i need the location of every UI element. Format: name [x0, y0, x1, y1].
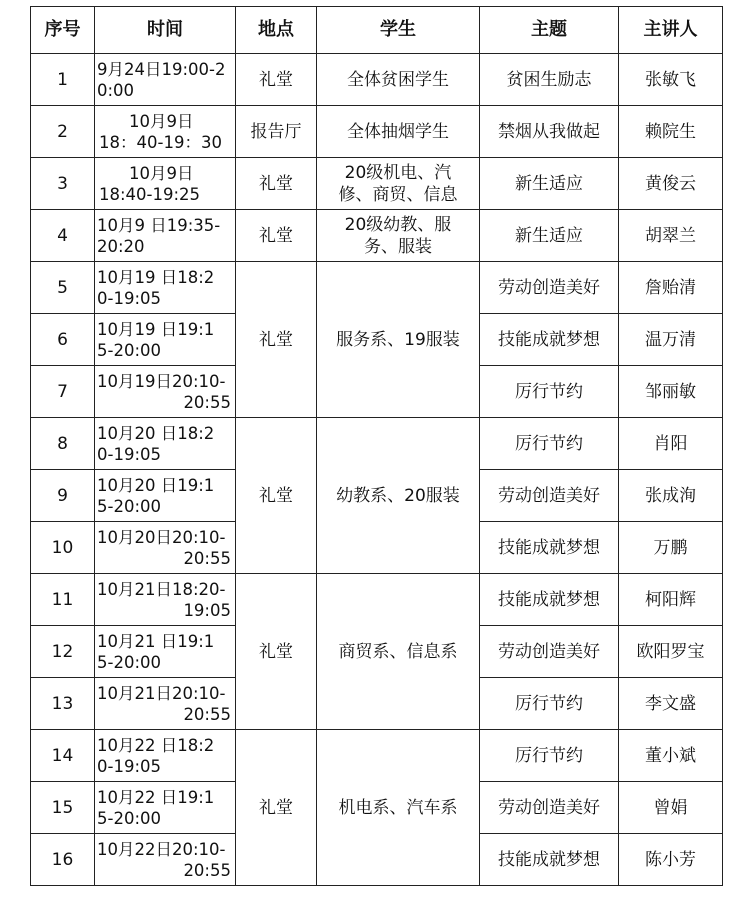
- cell-topic: 厉行节约: [480, 418, 619, 470]
- cell-place-group: 礼堂: [236, 418, 317, 574]
- cell-no: 12: [31, 626, 95, 678]
- cell-speaker: 曾娟: [619, 782, 723, 834]
- cell-speaker: 詹贻清: [619, 262, 723, 314]
- cell-students-group: 机电系、汽车系: [317, 730, 480, 886]
- cell-no: 2: [31, 106, 95, 158]
- cell-topic: 劳动创造美好: [480, 470, 619, 522]
- cell-time: 9月24日19:00-2 0:00: [95, 54, 236, 106]
- header-students: 学生: [317, 7, 480, 54]
- cell-no: 15: [31, 782, 95, 834]
- cell-students: 20级机电、汽 修、商贸、信息: [317, 158, 480, 210]
- table-row: [31, 210, 723, 262]
- cell-place: 礼堂: [236, 54, 317, 106]
- cell-speaker: 邹丽敏: [619, 366, 723, 418]
- cell-no: 11: [31, 574, 95, 626]
- cell-topic: 劳动创造美好: [480, 626, 619, 678]
- cell-place: 礼堂: [236, 158, 317, 210]
- table-row: [31, 730, 723, 782]
- cell-no: 1: [31, 54, 95, 106]
- cell-time: 10月9日 18：40-19：30: [95, 106, 236, 158]
- cell-speaker: 柯阳辉: [619, 574, 723, 626]
- table-row: [31, 574, 723, 626]
- cell-time: 10月21日18:20- 19:05: [95, 574, 236, 626]
- cell-topic: 技能成就梦想: [480, 314, 619, 366]
- header-place: 地点: [236, 7, 317, 54]
- table-row: [31, 158, 723, 210]
- cell-time: 10月22日20:10- 20:55: [95, 834, 236, 886]
- cell-topic: 技能成就梦想: [480, 522, 619, 574]
- header-row: [31, 7, 723, 54]
- cell-place-group: 礼堂: [236, 574, 317, 730]
- cell-topic: 厉行节约: [480, 730, 619, 782]
- cell-speaker: 陈小芳: [619, 834, 723, 886]
- cell-topic: 贫困生励志: [480, 54, 619, 106]
- cell-time: 10月21 日19:1 5-20:00: [95, 626, 236, 678]
- cell-topic: 厉行节约: [480, 366, 619, 418]
- cell-speaker: 黄俊云: [619, 158, 723, 210]
- cell-topic: 新生适应: [480, 210, 619, 262]
- header-topic: 主题: [480, 7, 619, 54]
- cell-speaker: 董小斌: [619, 730, 723, 782]
- cell-topic: 禁烟从我做起: [480, 106, 619, 158]
- header-no: 序号: [31, 7, 95, 54]
- header-time: 时间: [95, 7, 236, 54]
- cell-students-group: 幼教系、20服装: [317, 418, 480, 574]
- cell-topic: 技能成就梦想: [480, 574, 619, 626]
- cell-no: 14: [31, 730, 95, 782]
- cell-no: 5: [31, 262, 95, 314]
- cell-students: 全体抽烟学生: [317, 106, 480, 158]
- cell-time: 10月20 日19:1 5-20:00: [95, 470, 236, 522]
- cell-time: 10月19 日18:2 0-19:05: [95, 262, 236, 314]
- cell-speaker: 温万清: [619, 314, 723, 366]
- header-speaker: 主讲人: [619, 7, 723, 54]
- cell-students: 全体贫困学生: [317, 54, 480, 106]
- table-row: [31, 106, 723, 158]
- cell-students: 20级幼教、服 务、服装: [317, 210, 480, 262]
- cell-time: 10月20日20:10- 20:55: [95, 522, 236, 574]
- cell-speaker: 胡翠兰: [619, 210, 723, 262]
- cell-speaker: 赖院生: [619, 106, 723, 158]
- cell-time: 10月19 日19:1 5-20:00: [95, 314, 236, 366]
- cell-place: 礼堂: [236, 210, 317, 262]
- schedule-table: [30, 6, 723, 886]
- table-row: [31, 54, 723, 106]
- cell-time: 10月20 日18:2 0-19:05: [95, 418, 236, 470]
- cell-time: 10月9日 18:40-19:25: [95, 158, 236, 210]
- table-row: [31, 418, 723, 470]
- cell-place-group: 礼堂: [236, 730, 317, 886]
- table-row: [31, 262, 723, 314]
- cell-place: 报告厅: [236, 106, 317, 158]
- cell-students-group: 服务系、19服装: [317, 262, 480, 418]
- cell-time: 10月22 日18:2 0-19:05: [95, 730, 236, 782]
- schedule-table-container: [30, 6, 723, 886]
- cell-time: 10月9 日19:35- 20:20: [95, 210, 236, 262]
- cell-no: 4: [31, 210, 95, 262]
- cell-time: 10月22 日19:1 5-20:00: [95, 782, 236, 834]
- cell-speaker: 张敏飞: [619, 54, 723, 106]
- cell-topic: 技能成就梦想: [480, 834, 619, 886]
- cell-speaker: 李文盛: [619, 678, 723, 730]
- cell-no: 7: [31, 366, 95, 418]
- cell-no: 13: [31, 678, 95, 730]
- cell-speaker: 万鹏: [619, 522, 723, 574]
- cell-no: 8: [31, 418, 95, 470]
- cell-time: 10月19日20:10- 20:55: [95, 366, 236, 418]
- cell-time: 10月21日20:10- 20:55: [95, 678, 236, 730]
- cell-speaker: 肖阳: [619, 418, 723, 470]
- cell-no: 6: [31, 314, 95, 366]
- cell-no: 10: [31, 522, 95, 574]
- cell-place-group: 礼堂: [236, 262, 317, 418]
- cell-no: 3: [31, 158, 95, 210]
- cell-topic: 劳动创造美好: [480, 262, 619, 314]
- cell-topic: 劳动创造美好: [480, 782, 619, 834]
- cell-speaker: 欧阳罗宝: [619, 626, 723, 678]
- cell-topic: 新生适应: [480, 158, 619, 210]
- cell-speaker: 张成洵: [619, 470, 723, 522]
- cell-no: 16: [31, 834, 95, 886]
- cell-topic: 厉行节约: [480, 678, 619, 730]
- cell-students-group: 商贸系、信息系: [317, 574, 480, 730]
- cell-no: 9: [31, 470, 95, 522]
